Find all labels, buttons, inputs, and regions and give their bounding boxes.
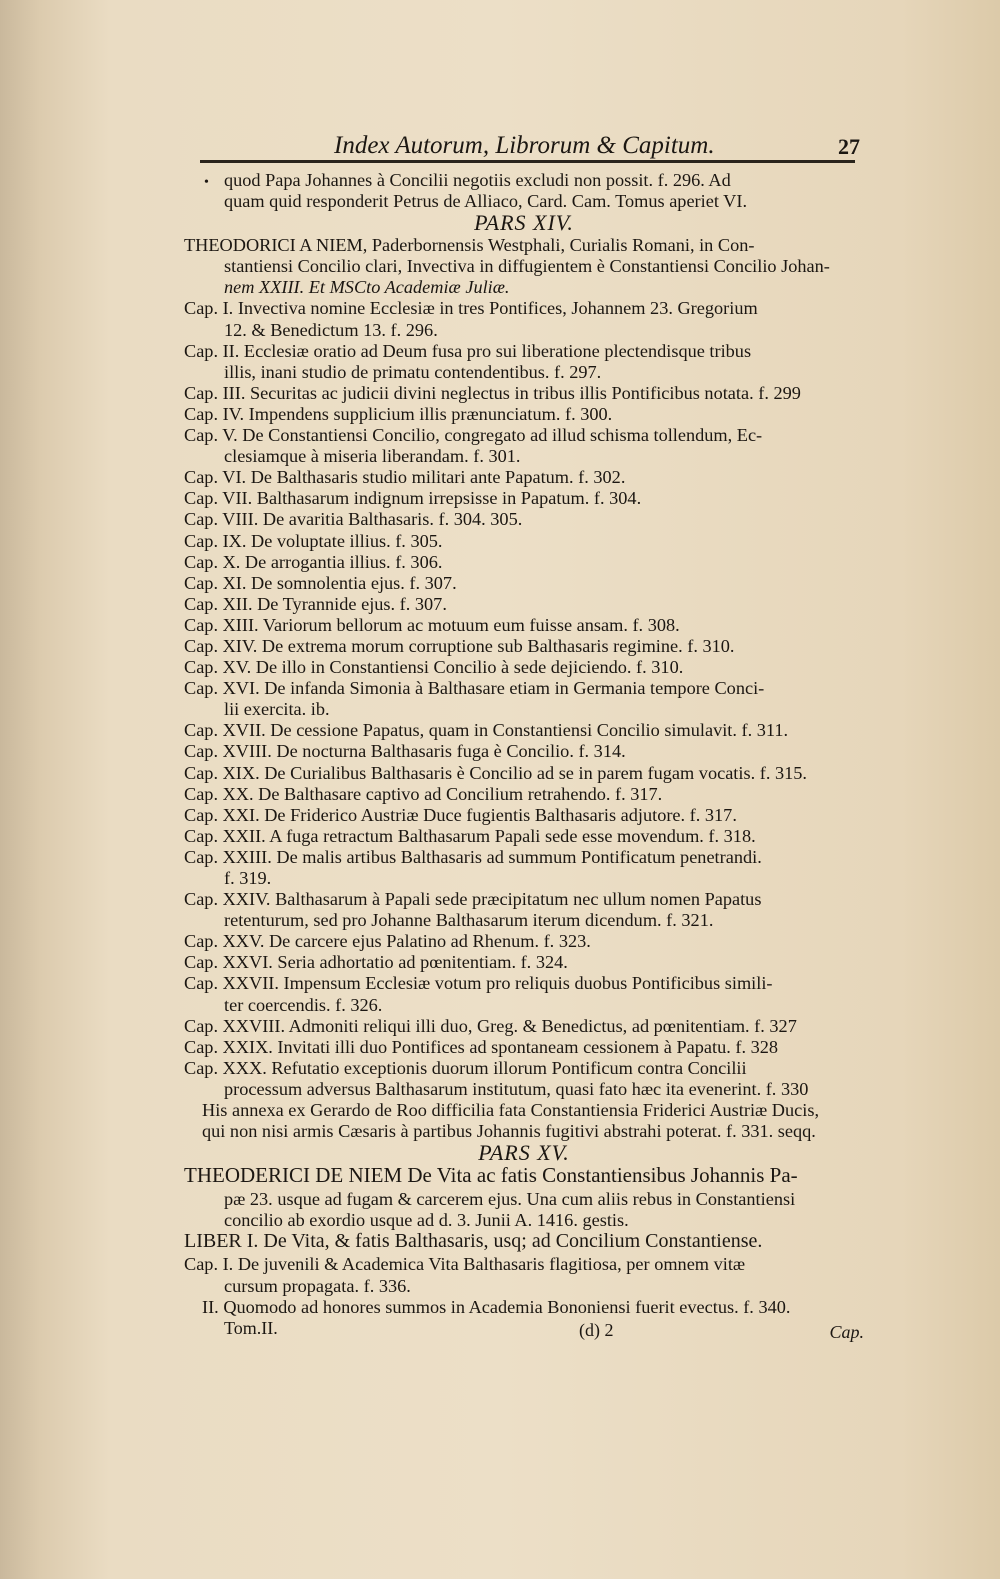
- chapter-entry: Cap. XXVI. Seria adhortatio ad pœnitentiam. f. 324.: [184, 952, 568, 973]
- text-line: ter coercendis. f. 326.: [224, 994, 383, 1015]
- page-number: 27: [838, 134, 860, 159]
- catchword: Cap.: [829, 1321, 864, 1342]
- signature-mark: (d) 2: [579, 1319, 614, 1340]
- chapter-entry: Cap. II. Ecclesiæ oratio ad Deum fusa pro sui liberatione plectendisque tribus: [184, 340, 752, 361]
- author-entry: THEODERICI DE NIEM De Vita ac fatis Constantiensibus Johannis Pa-: [184, 1163, 798, 1188]
- book-heading: LIBER I. De Vita, & fatis Balthasaris, usq; ad Concilium Constantiense.: [184, 1230, 763, 1253]
- text-line: processum adversus Balthasarum institutum, quasi fato hæc ita evenerint. f. 330: [224, 1078, 809, 1099]
- text-line: quam quid responderit Petrus de Alliaco, Card. Cam. Tomus aperiet VI.: [224, 191, 748, 212]
- bullet-mark: •: [204, 175, 209, 190]
- chapter-entry: Cap. XXV. De carcere ejus Palatino ad Rhenum. f. 323.: [184, 931, 591, 952]
- text-line: qui non nisi armis Cæsaris à partibus Johannis fugitivi abstrahi poterat. f. 331. seqq.: [202, 1121, 816, 1142]
- chapter-entry: II. Quomodo ad honores summos in Academia Bononiensi fuerit evectus. f. 340.: [202, 1296, 791, 1317]
- text-line: concilio ab exordio usque ad d. 3. Junii A. 1416. gestis.: [224, 1210, 629, 1231]
- chapter-entry: Cap. I. De juvenili & Academica Vita Balthasaris flagitiosa, per omnem vitæ: [184, 1254, 746, 1275]
- chapter-entry: Cap. I. Invectiva nomine Ecclesiæ in tres Pontifices, Johannem 23. Gregorium: [184, 298, 758, 319]
- author-entry: THEODORICI A NIEM, Paderbornensis Westphali, Curialis Romani, in Con-: [184, 235, 755, 256]
- chapter-entry: Cap. VIII. De avaritia Balthasaris. f. 304. 305.: [184, 509, 523, 530]
- text-line: f. 319.: [224, 868, 272, 888]
- index-text: [184, 170, 864, 1342]
- header-title: Index Autorum, Librorum & Capitum.: [334, 132, 715, 159]
- chapter-entry: Cap. XVI. De infanda Simonia à Balthasare etiam in Germania tempore Conci-: [184, 678, 765, 699]
- chapter-entry: Cap. XXIII. De malis artibus Balthasaris ad summum Pontificatum penetrandi.: [184, 846, 762, 867]
- section-heading: PARS XV.: [478, 1140, 570, 1166]
- text-line: retenturum, sed pro Johanne Balthasarum iterum dicendum. f. 321.: [224, 910, 714, 931]
- text-line: nem XXIII. Et MSCto Academiæ Juliæ.: [224, 277, 510, 298]
- chapter-entry: Cap. XVIII. De nocturna Balthasaris fuga è Concilio. f. 314.: [184, 741, 626, 762]
- chapter-entry: Cap. XXIV. Balthasarum à Papali sede præcipitatum nec ullum nomen Papatus: [184, 889, 762, 910]
- text-line: • quod Papa Johannes à Concilii negotiis excludi non possit. f. 296. Ad: [184, 170, 864, 191]
- chapter-entry: Cap. V. De Constantiensi Concilio, congregato ad illud schisma tollendum, Ec-: [184, 425, 763, 446]
- chapter-entry: Cap. VII. Balthasarum indignum irrepsisse in Papatum. f. 304.: [184, 488, 642, 509]
- chapter-entry: Cap. XII. De Tyrannide ejus. f. 307.: [184, 593, 447, 614]
- text-line: 12. & Benedictum 13. f. 296.: [224, 319, 438, 340]
- chapter-entry: Cap. VI. De Balthasaris studio militari ante Papatum. f. 302.: [184, 467, 626, 488]
- chapter-entry: Cap. XIV. De extrema morum corruptione sub Balthasaris regimine. f. 310.: [184, 635, 735, 656]
- chapter-entry: Cap. X. De arrogantia illius. f. 306.: [184, 551, 443, 572]
- chapter-entry: Cap. IV. Impendens supplicium illis prænunciatum. f. 300.: [184, 403, 613, 424]
- text-line: His annexa ex Gerardo de Roo difficilia fata Constantiensia Friderici Austriæ Ducis,: [202, 1100, 820, 1121]
- text-line: cursum propagata. f. 336.: [224, 1275, 411, 1296]
- chapter-entry: Cap. XIII. Variorum bellorum ac motuum eum fuisse ansam. f. 308.: [184, 614, 680, 635]
- chapter-entry: Cap. XX. De Balthasare captivo ad Concilium retrahendo. f. 317.: [184, 783, 663, 804]
- chapter-entry: Cap. XIX. De Curialibus Balthasaris è Concilio ad se in parem fugam vocatis. f. 315.: [184, 762, 807, 783]
- text-line: illis, inani studio de primatu contendentibus. f. 297.: [224, 361, 602, 382]
- chapter-entry: Cap. XXII. A fuga retractum Balthasarum Papali sede esse movendum. f. 318.: [184, 825, 756, 846]
- chapter-entry: Cap. XV. De illo in Constantiensi Concilio à sede dejiciendo. f. 310.: [184, 657, 684, 678]
- section-heading: PARS XIV.: [474, 210, 574, 236]
- text-line: stantiensi Concilio clari, Invectiva in diffugientem è Constantiensi Concilio Johan-: [224, 256, 830, 277]
- text-line: pæ 23. usque ad fugam & carcerem ejus. Una cum aliis rebus in Constantiensi: [224, 1189, 796, 1210]
- text-line: lii exercita. ib.: [224, 699, 330, 720]
- chapter-entry: Cap. XVII. De cessione Papatus, quam in Constantiensi Concilio simulavit. f. 311.: [184, 720, 789, 741]
- chapter-entry: Cap. IX. De voluptate illius. f. 305.: [184, 530, 443, 551]
- text-line: clesiamque à miseria liberandam. f. 301.: [224, 446, 521, 467]
- chapter-entry: Cap. XXX. Refutatio exceptionis duorum illorum Pontificum contra Concilii: [184, 1057, 747, 1078]
- page-footer: [184, 1318, 864, 1342]
- chapter-entry: Cap. XXVII. Impensum Ecclesiæ votum pro reliquis duobus Pontificibus simili-: [184, 973, 773, 994]
- volume-label: Tom.II.: [224, 1317, 278, 1338]
- chapter-entry: Cap. XI. De somnolentia ejus. f. 307.: [184, 572, 457, 593]
- chapter-entry: Cap. III. Securitas ac judicii divini neglectus in tribus illis Pontificibus notata. f. 299: [184, 382, 801, 403]
- chapter-entry: Cap. XXVIII. Admoniti reliqui illi duo, Greg. & Benedictus, ad pœnitentiam. f. 327: [184, 1015, 797, 1036]
- header-rule: [200, 160, 855, 163]
- chapter-entry: Cap. XXIX. Invitati illi duo Pontifices ad spontaneam cessionem à Papatu. f. 328: [184, 1036, 779, 1057]
- chapter-entry: Cap. XXI. De Friderico Austriæ Duce fugientis Balthasaris adjutore. f. 317.: [184, 804, 737, 825]
